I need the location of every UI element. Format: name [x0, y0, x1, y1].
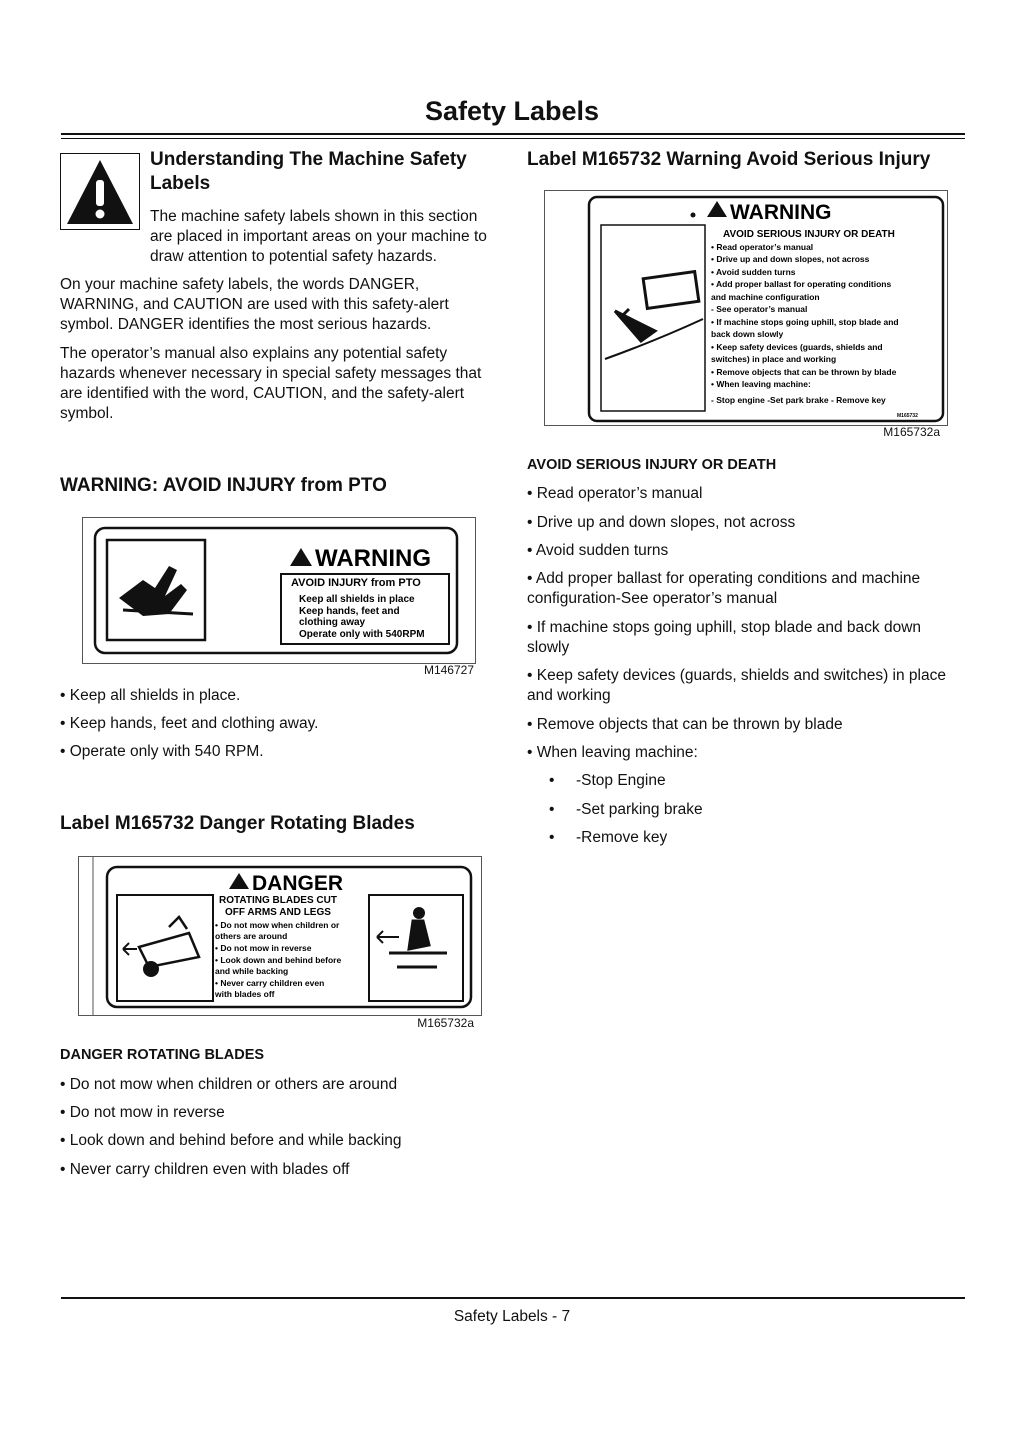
pto-heading: WARNING: AVOID INJURY from PTO — [60, 475, 387, 496]
warning-bullet: • Keep safety devices (guards, shields and switches) in place and working — [527, 667, 946, 704]
warning-subbullet: • -Stop Engine — [549, 772, 666, 789]
warning-label-line: switches) in place and working — [711, 354, 837, 364]
intro-paragraph-1 — [60, 207, 500, 267]
danger-label-line: • Look down and behind before — [215, 955, 342, 965]
footer-rule — [61, 1297, 965, 1299]
danger-label-line: with blades off — [215, 989, 275, 999]
danger-label-signal: DANGER — [252, 872, 344, 895]
warning-bullet: • Avoid sudden turns — [527, 542, 669, 559]
warning-heading: Label M165732 Warning Avoid Serious Injury — [527, 149, 931, 170]
warning-bullet: • If machine stops going uphill, stop blade and back down slowly — [527, 619, 922, 656]
pto-label-sub: AVOID INJURY from PTO — [291, 577, 421, 589]
danger-caption: M165732a — [417, 1016, 474, 1030]
danger-bullet: • Do not mow in reverse — [60, 1104, 225, 1121]
pto-bullet: • Operate only with 540 RPM. — [60, 743, 264, 760]
warning-subbullet-text: -Set parking brake — [575, 801, 703, 818]
danger-label-line: and while backing — [215, 966, 289, 976]
warning-subbullet: • -Remove key — [549, 829, 668, 846]
danger-label-sub: OFF ARMS AND LEGS — [225, 907, 331, 918]
warning-label-line: - See operator’s manual — [711, 304, 808, 314]
pto-bullet: • Keep all shields in place. — [60, 687, 241, 704]
danger-label-line: • Never carry children even — [215, 978, 325, 988]
pto-label-line: Keep all shields in place — [299, 594, 415, 605]
warning-bullet: • Remove objects that can be thrown by blade — [527, 716, 843, 733]
pto-label-image — [82, 517, 476, 664]
pto-label-line: clothing away — [299, 617, 366, 628]
warning-label-line: • Keep safety devices (guards, shields and — [711, 342, 883, 352]
intro-paragraph-3: The operator’s manual also explains any potential safety hazards whenever necessary in special safety messages that are identified with the word, CAUTION, and the safety-alert symbol. — [60, 345, 482, 422]
pto-label-line: Keep hands, feet and — [299, 606, 400, 617]
warning-label-line: • Drive up and down slopes, not across — [711, 254, 870, 264]
danger-bullet: • Never carry children even with blades off — [60, 1161, 350, 1178]
warning-label-line: and machine configuration — [711, 292, 820, 302]
intro-heading: Understanding The Machine Safety Labels — [150, 149, 467, 194]
warning-subbullet-text: -Remove key — [575, 829, 668, 846]
warning-label-line: • Remove objects that can be thrown by blade — [711, 367, 897, 377]
intro-paragraph-2: On your machine safety labels, the words DANGER, WARNING, and CAUTION are used with this safety-alert symbol. DANGER identifies the most serious hazards. — [60, 276, 449, 333]
danger-label-image — [78, 856, 482, 1016]
warning-label-image — [544, 190, 948, 426]
pto-label-line: Operate only with 540RPM — [299, 629, 425, 640]
danger-label-line: • Do not mow when children or — [215, 920, 340, 930]
danger-label-sub: ROTATING BLADES CUT — [219, 895, 337, 906]
pto-label-signal: WARNING — [315, 545, 431, 572]
pto-bullet: • Keep hands, feet and clothing away. — [60, 715, 319, 732]
page-title: Safety Labels — [424, 96, 600, 126]
warning-label-line: • Avoid sudden turns — [711, 267, 796, 277]
warning-label-line: • When leaving machine: — [711, 379, 811, 389]
warning-caption: M165732a — [883, 425, 940, 439]
danger-label-line: others are around — [215, 931, 288, 941]
warning-subbullet: • -Set parking brake — [549, 801, 703, 818]
warning-subbullet-text: -Stop Engine — [575, 772, 666, 789]
warning-label-line: • Read operator’s manual — [711, 242, 814, 252]
title-rule — [61, 133, 965, 135]
warning-label-sub: AVOID SERIOUS INJURY OR DEATH — [723, 229, 895, 240]
danger-bullet: • Do not mow when children or others are around — [60, 1076, 398, 1093]
danger-heading: Label M165732 Danger Rotating Blades — [60, 813, 415, 834]
warning-label-code: M165732 — [897, 413, 918, 419]
danger-bullet: • Look down and behind before and while backing — [60, 1132, 402, 1149]
warning-bullet: • Add proper ballast for operating conditions and machine configuration-See operator’s manual — [527, 570, 921, 607]
warning-bullet: • Read operator’s manual — [527, 485, 703, 502]
warning-label-line: • Add proper ballast for operating conditions — [711, 279, 892, 289]
warning-label-line: back down slowly — [711, 329, 784, 339]
danger-label-line: • Do not mow in reverse — [215, 943, 312, 953]
pto-caption: M146727 — [423, 663, 474, 677]
warning-label-signal: WARNING — [730, 201, 832, 224]
danger-subheading: DANGER ROTATING BLADES — [60, 1047, 265, 1063]
warning-label-line: • If machine stops going uphill, stop blade and — [711, 317, 899, 327]
title-rule-thin — [61, 138, 965, 139]
warning-bullet: • Drive up and down slopes, not across — [527, 514, 796, 531]
warning-label-line: - Stop engine -Set park brake - Remove key — [711, 395, 886, 405]
page-footer: Safety Labels - 7 — [453, 1308, 571, 1325]
warning-subheading: AVOID SERIOUS INJURY OR DEATH — [527, 457, 777, 473]
intro-p1-text: The machine safety labels shown in this section are placed in important areas on your machine to draw attention to potential safety hazards. — [150, 208, 487, 265]
warning-bullet: • When leaving machine: — [527, 744, 698, 761]
